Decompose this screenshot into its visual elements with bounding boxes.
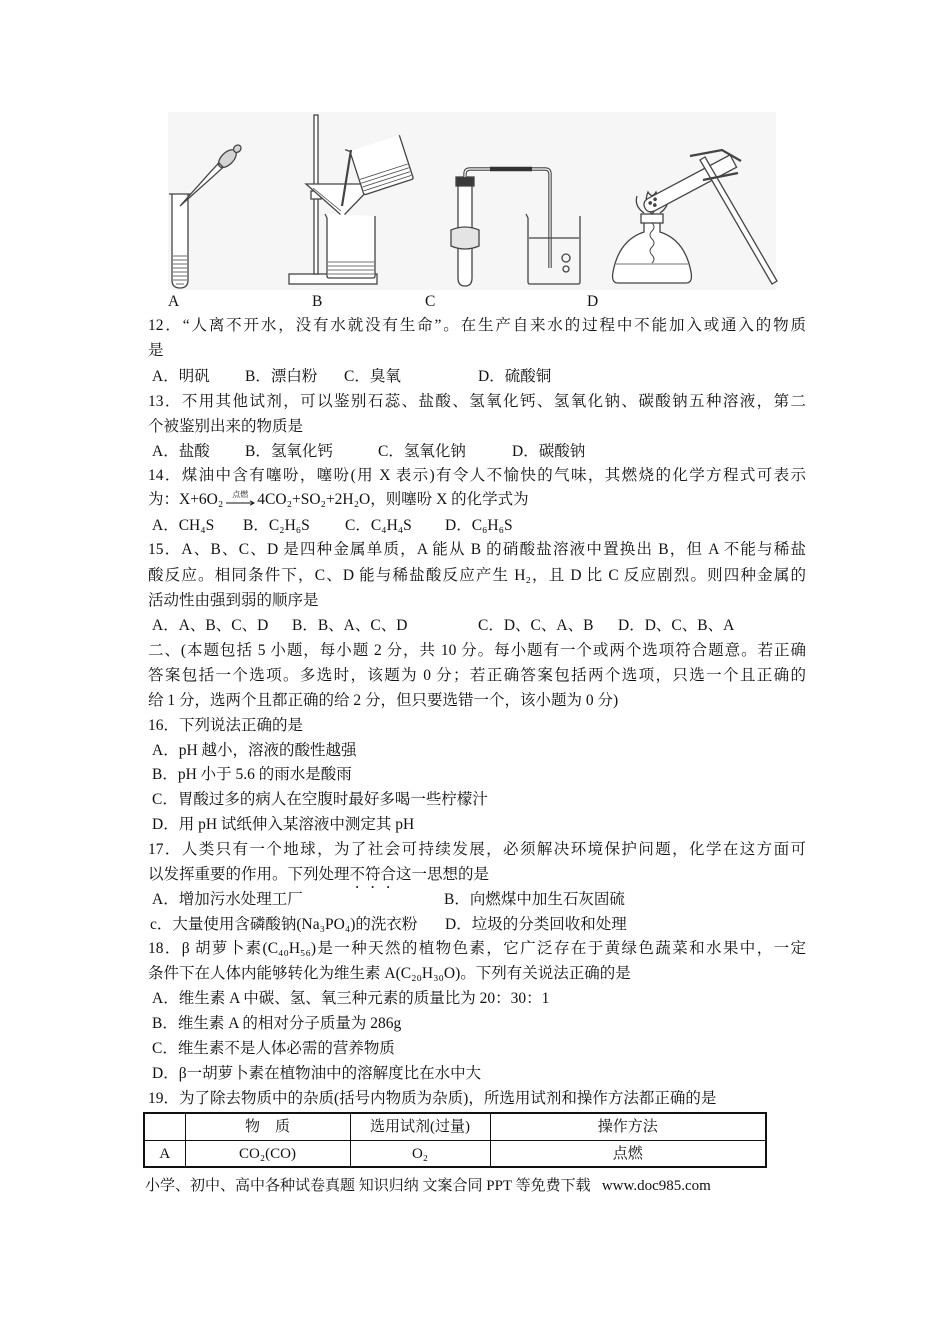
- section2-instructions-line-3: 给 1 分，选两个且都正确的给 2 分，但只要选错一个，该小题为 0 分): [148, 692, 619, 709]
- q12-stem-line-1: 12．“人离不开水，没有水就没有生命”。在生产自来水的过程中不能加入或通入的物质: [148, 317, 806, 334]
- q12-options: [0, 365, 950, 389]
- table-cell-substance: CO₂(CO): [185, 1141, 350, 1168]
- q17-option-a: A．增加污水处理工厂: [152, 891, 303, 908]
- reaction-condition: 点燃: [232, 490, 249, 499]
- q16-option-d: D．用 pH 试纸伸入某溶液中测定其 pH: [152, 816, 415, 833]
- q17-options-row-1: [0, 888, 950, 912]
- hand-holding-tube: [451, 227, 479, 249]
- q14-stem-line-2: [148, 488, 806, 512]
- q13-stem-line-2: 个被鉴别出来的物质是: [148, 418, 304, 435]
- q17-options-row-2: [0, 913, 950, 937]
- page-footer: 小学、初中、高中各种试卷真题 知识归纳 文案合同 PPT 等免费下载 www.doc985.com: [145, 1178, 711, 1194]
- q15-option-c: C．D、C、A、B: [478, 617, 594, 634]
- receiving-beaker: [325, 214, 375, 278]
- q17-stem-after: 这一思想的是: [396, 866, 490, 883]
- q12-option-c: C．臭氧: [344, 368, 401, 385]
- test-tube-a: [169, 194, 191, 288]
- q19-table: [143, 1112, 767, 1168]
- q15-stem-line-3: 活动性由强到弱的顺序是: [148, 592, 319, 609]
- table-header-row: [144, 1113, 766, 1141]
- q15-stem-line-1: 15．A、B、C、D 是四种金属单质，A 能从 B 的硝酸盐溶液中置换出 B，但 A 不能与稀盐: [148, 541, 806, 558]
- q12-stem-line-2: 是: [148, 342, 164, 359]
- q16-stem: 16．下列说法正确的是: [148, 717, 304, 734]
- q14-stem-line-1: 14．煤油中含有噻吩，噻吩(用 X 表示)有令人不愉快的气味，其燃烧的化学方程式可表示: [148, 467, 806, 484]
- equation-products: 4CO₂+SO₂+2H₂O，则噻吩 X 的化学式为: [257, 491, 529, 508]
- q18-stem-line-1: 18．β 胡萝卜素(C₄₀H₅₆)是一种天然的植物色素，它广泛存在于黄绿色蔬菜和水果中，一定: [148, 940, 806, 957]
- q13-option-b: B．氢氧化钙: [245, 443, 333, 460]
- q18-option-c: C．维生素不是人体必需的营养物质: [152, 1040, 395, 1057]
- q14-option-a: A．CH₄S: [152, 517, 215, 534]
- q17-stem-line-2: [148, 863, 806, 887]
- q17-option-b: B．向燃煤中加生石灰固硫: [444, 891, 625, 908]
- q15-stem-line-2: 酸反应。相同条件下，C、D 能与稀盐酸反应产生 H₂，且 D 比 C 反应剧烈。则四种金属的: [148, 567, 806, 584]
- q16-option-b: B．pH 小于 5.6 的雨水是酸雨: [152, 766, 352, 783]
- figure-label-c: C: [425, 293, 436, 310]
- table-cell-option: A: [144, 1141, 185, 1168]
- q14-options: [0, 514, 950, 538]
- figure-label-a: A: [168, 293, 180, 310]
- q13-option-d: D．碳酸钠: [512, 443, 586, 460]
- q15-option-b: B．B、A、C、D: [292, 617, 408, 634]
- q17-option-c: c．大量使用含磷酸钠(Na₃PO₄)的洗衣粉: [150, 916, 418, 933]
- table-cell-reagent: O₂: [350, 1141, 490, 1168]
- reaction-condition-arrow: [225, 488, 255, 512]
- q17-stem-line-1: 17．人类只有一个地球，为了社会可持续发展，必须解决环境保护问题，化学在这方面可: [148, 841, 806, 858]
- q19-stem: 19．为了除去物质中的杂质(括号内物质为杂质)，所选用试剂和操作方法都正确的是: [148, 1090, 717, 1107]
- q17-emphasis-text: 不符合: [349, 866, 397, 883]
- q18-stem-line-2: 条件下在人体内能够转化为维生素 A(C₂₀H₃₀O)。下列有关说法正确的是: [148, 965, 631, 982]
- q16-option-c: C．胃酸过多的病人在空腹时最好多喝一些柠檬汁: [152, 791, 488, 808]
- figure-label-b: B: [312, 293, 323, 310]
- table-header-blank: [144, 1113, 185, 1141]
- q12-option-d: D．硫酸铜: [478, 368, 552, 385]
- q13-option-c: C．氢氧化钠: [378, 443, 466, 460]
- table-header-substance: 物 质: [185, 1113, 350, 1141]
- q13-options: [0, 440, 950, 464]
- q15-options: [0, 614, 950, 638]
- q14-option-c: C．C₄H₄S: [345, 517, 412, 534]
- section2-instructions-line-2: 答案包括一个选项。多选时，该题为 0 分；若正确答案包括两个选项，只选一个且正确的: [148, 667, 806, 684]
- q15-option-d: D．D、C、B、A: [618, 617, 735, 634]
- q13-option-a: A．盐酸: [152, 443, 210, 460]
- lab-apparatus-figure: [0, 100, 950, 292]
- q18-option-b: B．维生素 A 的相对分子质量为 286g: [152, 1015, 402, 1032]
- table-header-method: 操作方法: [490, 1113, 766, 1141]
- q18-option-d: D．β一胡萝卜素在植物油中的溶解度比在水中大: [152, 1065, 482, 1082]
- q18-option-a: A．维生素 A 中碳、氢、氧三种元素的质量比为 20：30：1: [152, 990, 550, 1007]
- q13-stem-line-1: 13．不用其他试剂，可以鉴别石蕊、盐酸、氢氧化钙、氢氧化钠、碳酸钠五种溶液，第二: [148, 393, 806, 410]
- q15-option-a: A．A、B、C、D: [152, 617, 269, 634]
- q17-option-d: D．垃圾的分类回收和处理: [445, 916, 627, 933]
- q16-option-a: A．pH 越小，溶液的酸性越强: [152, 742, 357, 759]
- equation-reactants: 为：X+6O₂: [148, 491, 224, 508]
- table-header-reagent: 选用试剂(过量): [350, 1113, 490, 1141]
- arrow-icon: [225, 500, 255, 506]
- q17-stem-before: 以发挥重要的作用。下列处理: [148, 866, 350, 883]
- q12-option-b: B．漂白粉: [245, 368, 318, 385]
- figure-label-d: D: [587, 293, 599, 310]
- q14-option-b: B．C₂H₆S: [243, 517, 310, 534]
- q12-option-a: A．明矾: [152, 368, 210, 385]
- q14-option-d: D．C₆H₆S: [445, 517, 513, 534]
- section2-instructions-line-1: 二、(本题包括 5 小题，每小题 2 分，共 10 分。每小题有一个或两个选项符合题意。若正确: [148, 642, 806, 659]
- rubber-stopper: [456, 177, 474, 186]
- table-row: [144, 1141, 766, 1168]
- table-cell-method: 点燃: [490, 1141, 766, 1168]
